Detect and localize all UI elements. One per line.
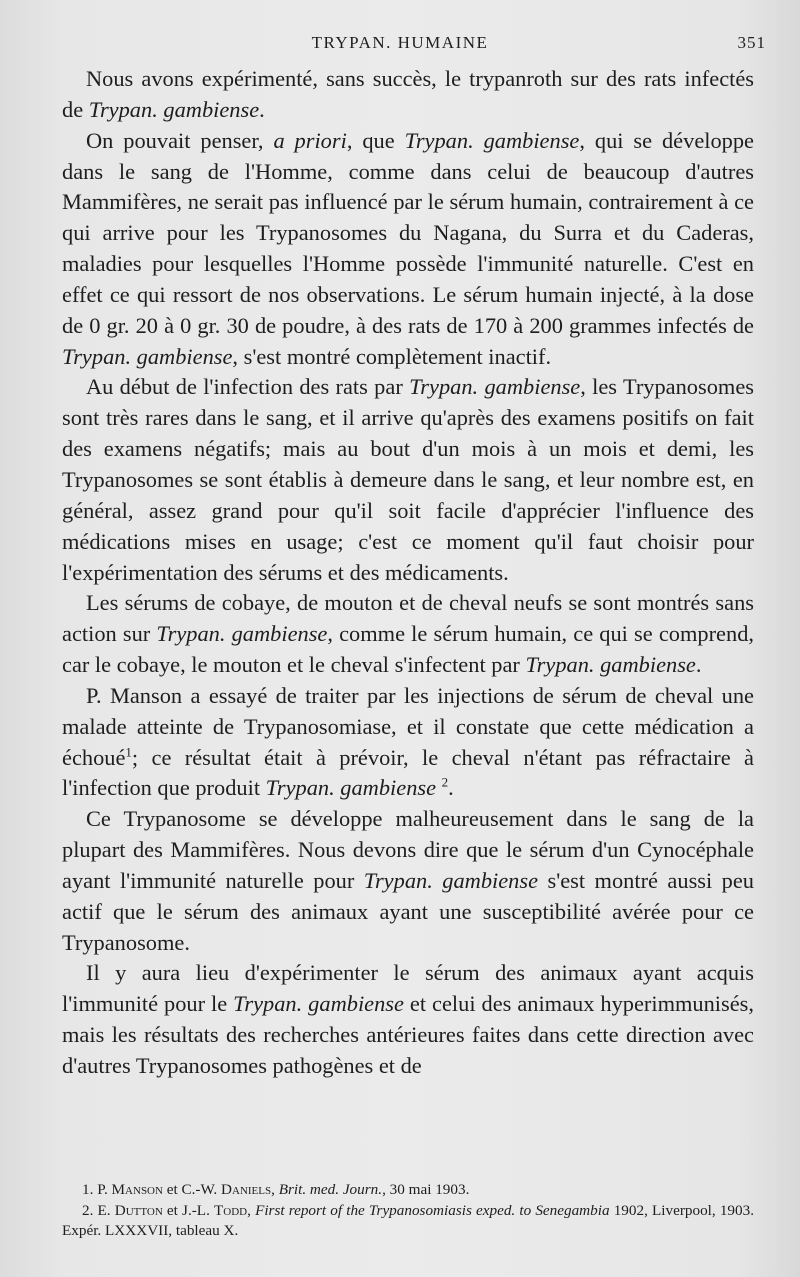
footnote-ref-1: 1 [125,744,132,760]
page-number: 351 [737,33,766,52]
paragraph-1: Nous avons expérimenté, sans succès, le trypanroth sur des rats infectés de Trypan. gambiense. [62,66,754,122]
running-title: TRYPAN. HUMAINE [311,33,489,52]
footnote-ref-2: 2 [441,774,449,790]
paragraph-5: P. Manson a essayé de traiter par les injections de sérum de cheval une malade atteinte de Trypanosomiase, et il constate que cette médication a échoué$^1$; ce résultat était à prévoir, le cheval n'étant pas réfractaire à l'infection que produit Trypan. gambiense $^2$. [62,682,754,801]
paragraph-7: Il y aura lieu d'expérimenter le sérum des animaux ayant acquis l'immunité pour le Trypan. gambiense et celui des animaux hyperimmunisés, mais les résultats des recherches antérieures faites dans cette direction avec d'autres Trypanosomes pathogènes et de [62,960,754,1078]
page-header [0,33,800,59]
footnote-1: 1. P. Manson et C.-W. Daniels, Brit. med. Journ., 30 mai 1903. [82,1181,470,1198]
footnote-2: 2. E. Dutton et J.-L. Todd, First report of the Trypanosomiasis exped. to Senegambia 1902, Liverpool, 1903. Expér. LXXXVII, tableau X. [62,1201,755,1239]
footnotes [62,1180,754,1242]
paragraph-6: Ce Trypanosome se développe malheureusement dans le sang de la plupart des Mammifères. Nous devons dire que le sérum d'un Cynocéphale ayant l'immunité naturelle pour Trypan. gambiense s'est montré aussi peu actif que le sérum des animaux ayant une susceptibilité avérée pour ce Trypanosome. [62,806,754,955]
paragraph-2: On pouvait penser, a priori, que Trypan. gambiense, qui se développe dans le sang de l'Homme, comme dans celui de beaucoup d'autres Mammifères, ne serait pas influencé par le sérum humain, contrairement à ce qui arrive pour les Trypanosomes du Nagana, du Surra et du Caderas, maladies pour lesquelles l'Homme possède l'immunité naturelle. C'est en effet ce qui ressort de nos observations. Le sérum humain injecté, à la dose de 0 gr. 20 à 0 gr. 30 de poudre, à des rats de 170 à 200 grammes infectés de Trypan. gambiense, s'est montré complètement inactif. [62,127,754,369]
paragraph-3: Au début de l'infection des rats par Trypan. gambiense, les Trypanosomes sont très rares dans le sang, et il arrive qu'après des examens positifs on fait des examens négatifs; mais au bout d'un mois à un mois et demi, les Trypanosomes se sont établis à demeure dans le sang, et leur nombre est, en général, assez grand pour qu'il soit facile d'apprécier l'influence des médications mises en usage; c'est ce moment qu'il faut choisir pour l'expérimentation des sérums et des médicaments. [62,374,754,585]
body-text [62,64,754,1082]
paragraph-4: Les sérums de cobaye, de mouton et de cheval neufs se sont montrés sans action sur Trypan. gambiense, comme le sérum humain, ce qui se comprend, car le cobaye, le mouton et le cheval s'infectent par Trypan. gambiense. [62,590,754,678]
